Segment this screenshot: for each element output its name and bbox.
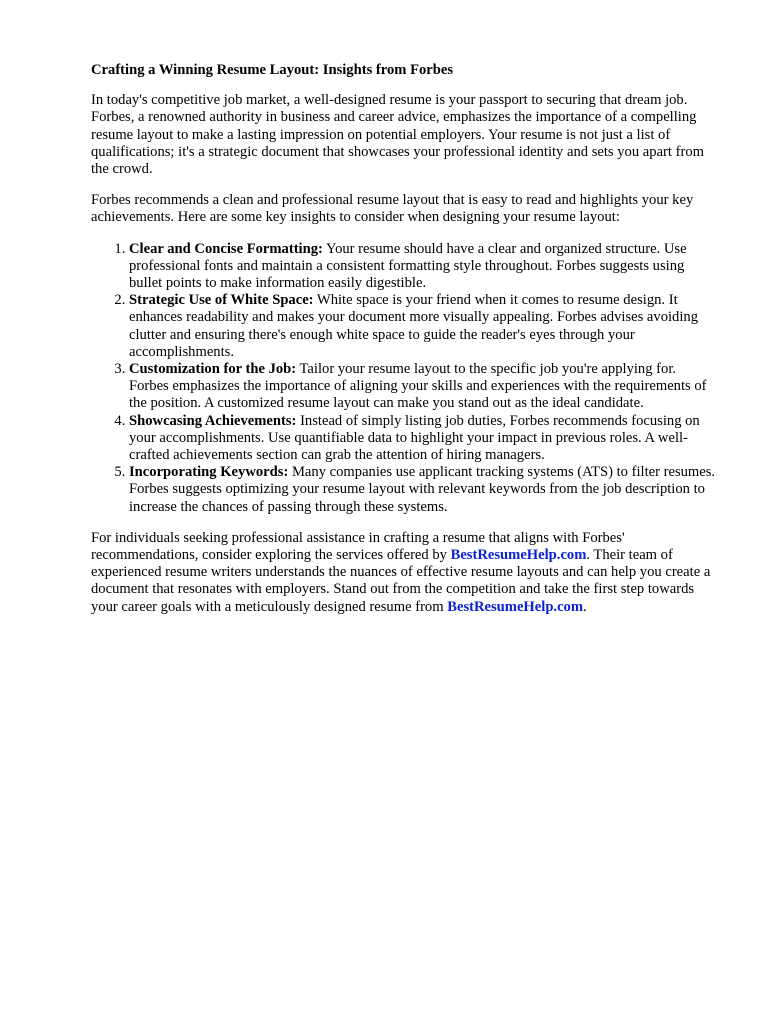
- document-title: Crafting a Winning Resume Layout: Insights from Forbes: [91, 62, 454, 78]
- list-item-heading: Clear and Concise Formatting:: [129, 240, 323, 257]
- list-item: [129, 464, 716, 516]
- list-item-text: Instead of simply listing job duties, Forbes recommends focusing on your accomplishments. Use quantifiable data to highlight your impact in previous roles. A well-crafted achievements section can grab the attention of hiring managers.: [129, 412, 700, 464]
- list-item-heading: Showcasing Achievements:: [129, 412, 297, 429]
- intro-paragraph: In today's competitive job market, a well-designed resume is your passport to securing that dream job. Forbes, a renowned authority in business and career advice, emphasizes the importance of a compelling resume layout to make a lasting impression on potential employers. Your resume is not just a list of qualifications; it's a strategic document that showcases your professional identity and sets you apart from the crowd.: [91, 92, 704, 178]
- closing-paragraph: [91, 530, 716, 616]
- list-item: [129, 361, 716, 413]
- bestresumehelp-link[interactable]: BestResumeHelp.com: [450, 547, 587, 564]
- list-item-heading: Strategic Use of White Space:: [129, 292, 314, 309]
- list-item-heading: Incorporating Keywords:: [129, 464, 289, 481]
- list-item: [129, 292, 716, 361]
- list-item-text: White space is your friend when it comes to resume design. It enhances readability and makes your document more visually appealing. Forbes advises avoiding clutter and ensuring there's enough white space to guide the reader's eyes through your accomplishments.: [129, 292, 698, 360]
- document-page: [91, 62, 716, 630]
- closing-text-3: .: [583, 598, 587, 615]
- list-item-text: Tailor your resume layout to the specific job you're applying for. Forbes emphasizes the importance of aligning your skills and experiences with the requirements of the position. A customized resume layout can make you stand out as the ideal candidate.: [129, 361, 707, 412]
- closing-text-2: . Their team of experienced resume writers understands the nuances of effective resume layouts and can help you create a document that resonates with employers. Stand out from the competition and take the first step towards your career goals with a meticulously designed resume from: [91, 547, 711, 615]
- insights-list: [91, 241, 716, 516]
- list-item: [129, 241, 716, 293]
- list-item-heading: Customization for the Job:: [129, 361, 297, 378]
- list-item: [129, 413, 716, 465]
- closing-text-1: For individuals seeking professional assistance in crafting a resume that aligns with Forbes' recommendations, consider exploring the services offered by: [91, 529, 625, 564]
- list-item-text: Your resume should have a clear and organized structure. Use professional fonts and maintain a consistent formatting style throughout. Forbes suggests using bullet points to make information easily digestible.: [129, 240, 687, 292]
- list-item-text: Many companies use applicant tracking systems (ATS) to filter resumes. Forbes suggests optimizing your resume layout with relevant keywords from the job description to increase the chances of passing through these systems.: [129, 464, 716, 515]
- lead-paragraph: Forbes recommends a clean and professional resume layout that is easy to read and highlights your key achievements. Here are some key insights to consider when designing your resume layout:: [91, 192, 694, 226]
- bestresumehelp-link-2[interactable]: BestResumeHelp.com: [447, 598, 584, 615]
